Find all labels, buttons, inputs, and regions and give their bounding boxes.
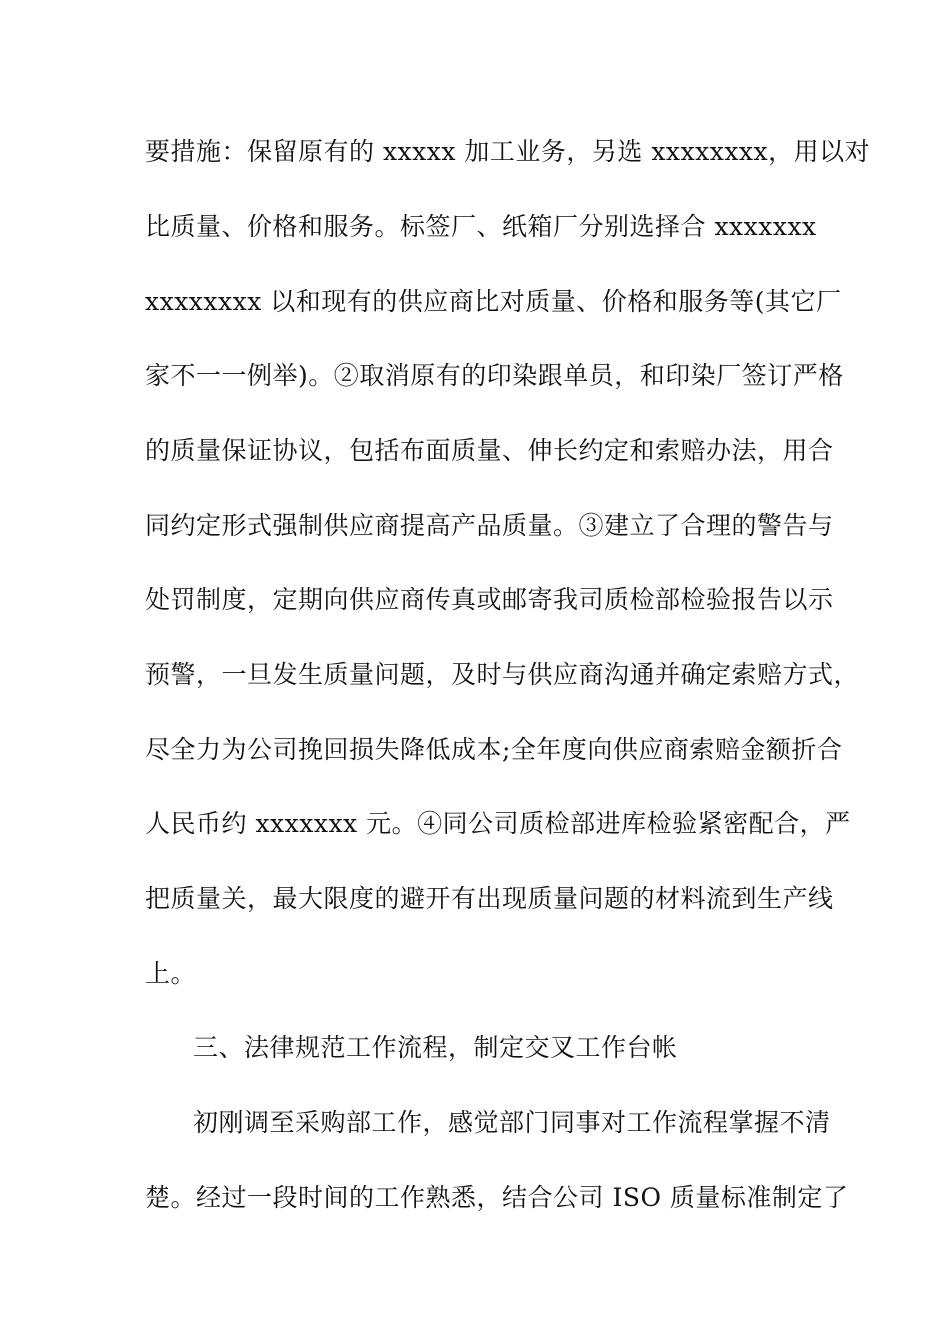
body-line-10: 人民币约 xxxxxxx 元。④同公司质检部进库检验紧密配合，严: [145, 809, 851, 838]
body-line-2: 比质量、价格和服务。标签厂、纸箱厂分别选择合 xxxxxxx: [145, 212, 817, 241]
body-line-4: 家不一一例举)。②取消原有的印染跟单员，和印染厂签订严格: [145, 361, 844, 390]
paragraph2-line-1: 初刚调至采购部工作，感觉部门同事对工作流程掌握不清: [193, 1108, 831, 1137]
body-line-8: 预警，一旦发生质量问题，及时与供应商沟通并确定索赔方式，: [145, 660, 860, 689]
body-line-12: 上。: [145, 959, 197, 988]
body-line-9: 尽全力为公司挽回损失降低成本;全年度向供应商索赔金额折合: [145, 735, 843, 764]
paragraph2-line-2: 楚。经过一段时间的工作熟悉，结合公司 ISO 质量标准制定了: [145, 1183, 849, 1212]
body-line-3: xxxxxxxx 以和现有的供应商比对质量、价格和服务等(其它厂: [145, 287, 842, 316]
section-heading: 三、法律规范工作流程，制定交叉工作台帐: [193, 1033, 678, 1062]
body-line-1: 要措施：保留原有的 xxxxx 加工业务，另选 xxxxxxxx，用以对: [145, 137, 871, 166]
body-line-6: 同约定形式强制供应商提高产品质量。③建立了合理的警告与: [145, 511, 834, 540]
body-line-7: 处罚制度，定期向供应商传真或邮寄我司质检部检验报告以示: [145, 585, 834, 614]
body-line-11: 把质量关，最大限度的避开有出现质量问题的材料流到生产线: [145, 884, 834, 913]
body-line-5: 的质量保证协议，包括布面质量、伸长约定和索赔办法，用合: [145, 436, 834, 465]
